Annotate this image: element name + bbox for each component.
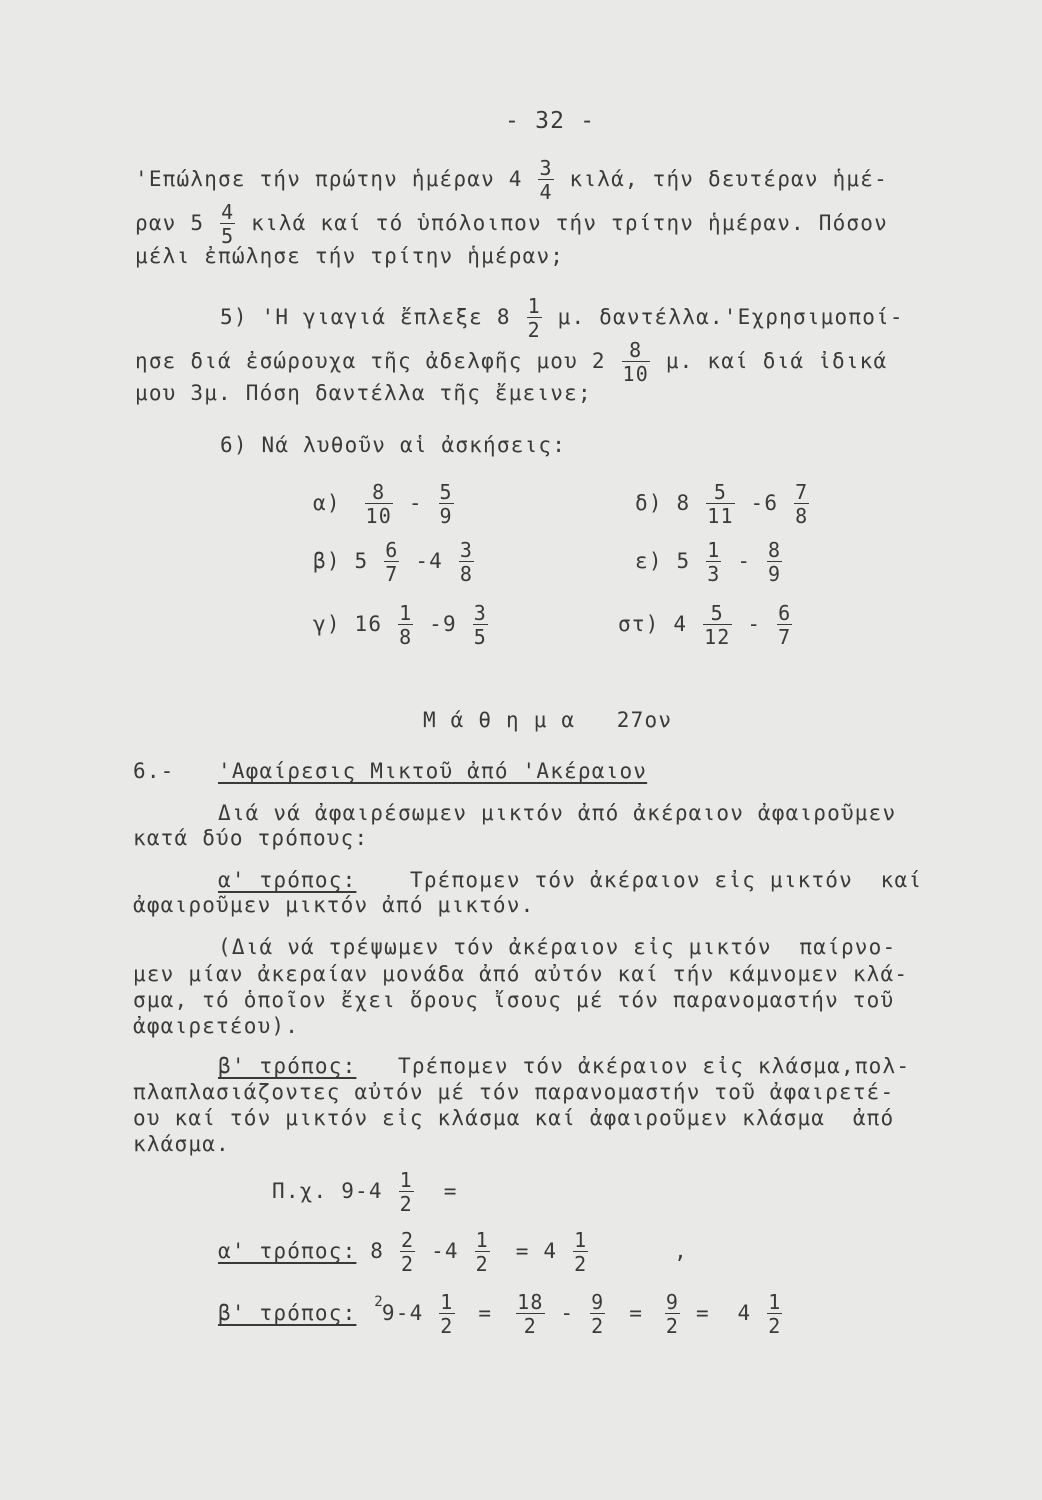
- denominator: 10: [622, 362, 649, 386]
- operator: -: [408, 491, 423, 515]
- denominator: 2: [523, 1314, 537, 1338]
- numerator: 8: [622, 340, 650, 362]
- fraction: [384, 540, 399, 584]
- equals: =: [629, 1301, 644, 1325]
- text: μ. καί διά ἰδικά: [665, 349, 888, 373]
- equals: = 4: [695, 1301, 752, 1325]
- example-way-b: [218, 1292, 784, 1336]
- denominator: 2: [768, 1314, 782, 1338]
- fraction: [527, 296, 542, 340]
- way-b-line-1: Τρέπομεν τόν ἀκέραιον εἰς κλάσμα,πολ-: [398, 1054, 911, 1078]
- operator: -: [560, 1301, 575, 1325]
- exercise-alpha: [313, 482, 456, 526]
- numerator: 1: [574, 1228, 588, 1252]
- denominator: 8: [795, 504, 809, 528]
- numerator: 18: [517, 1290, 544, 1314]
- comma: ,: [674, 1239, 688, 1263]
- numerator: 4: [221, 200, 235, 224]
- fraction: [767, 1292, 782, 1336]
- numerator: 1: [768, 1290, 782, 1314]
- problem5-line1: [220, 296, 904, 340]
- text: 5) 'Η γιαγιά ἔπλεξε 8: [220, 305, 511, 329]
- way-b-label: β' τρόπος:: [218, 1054, 357, 1078]
- denominator: 5: [221, 224, 235, 248]
- operator: -: [737, 549, 752, 573]
- numerator: 3: [459, 538, 474, 562]
- numerator: 6: [778, 601, 792, 625]
- fraction: [706, 482, 734, 526]
- denominator: 2: [527, 318, 541, 342]
- fraction: [767, 540, 782, 584]
- way-b-line-4: κλάσμα.: [133, 1132, 230, 1156]
- denominator: 2: [574, 1252, 588, 1276]
- denominator: 2: [400, 1252, 415, 1276]
- whole-number: 8: [370, 1239, 385, 1263]
- whole-number: 4: [673, 612, 688, 636]
- denominator: 2: [399, 1192, 413, 1216]
- section-number: 6.-: [133, 759, 175, 783]
- numerator: 5: [706, 482, 734, 504]
- fraction: [439, 1292, 454, 1336]
- problem4-line1: [135, 158, 888, 202]
- example-way-a: [218, 1230, 688, 1274]
- whole-number: 9-4: [381, 1301, 424, 1325]
- fraction: [398, 603, 413, 647]
- exercise-label: ε): [635, 549, 663, 573]
- numerator: 5: [439, 480, 453, 504]
- numerator: 5: [703, 603, 731, 625]
- exercise-label: γ): [313, 612, 341, 636]
- denominator: 8: [459, 562, 474, 586]
- text: κιλά, τήν δευτέραν ἡμέ-: [569, 167, 888, 191]
- numerator: 8: [768, 538, 782, 562]
- fraction: [665, 1292, 680, 1336]
- example-line: [272, 1170, 458, 1214]
- denominator: 8: [399, 625, 413, 649]
- exercise-epsilon: [635, 540, 784, 584]
- fraction: [459, 540, 474, 584]
- exercise-label: α): [313, 491, 341, 515]
- fraction: [475, 1230, 490, 1274]
- way-a-line-2: ἀφαιροῦμεν μικτόν ἀπό μικτόν.: [133, 893, 535, 917]
- denominator: 11: [707, 504, 734, 528]
- fraction: [473, 603, 488, 647]
- operator: -4: [415, 549, 443, 573]
- fraction: [399, 1170, 414, 1214]
- equals: =: [478, 1301, 493, 1325]
- operator: -: [747, 612, 762, 636]
- text: Π.χ. 9-4: [272, 1179, 383, 1203]
- denominator: 3: [707, 562, 721, 586]
- paren-line-2: μεν μίαν ἀκεραίαν μονάδα ἀπό αὐτόν καί τήν κάμνομεν κλά-: [133, 962, 909, 986]
- fraction: [777, 603, 792, 647]
- numerator: 1: [399, 601, 413, 625]
- equals: =: [443, 1179, 458, 1203]
- exercise-label: δ): [635, 491, 663, 515]
- exercise-stigma: [618, 603, 794, 647]
- numerator: 3: [539, 156, 553, 180]
- exercise-label: στ): [618, 612, 660, 636]
- numerator: 2: [400, 1228, 415, 1252]
- whole-number: 8: [676, 491, 691, 515]
- numerator: 6: [385, 538, 399, 562]
- problem4-line3: μέλι ἐπώλησε τήν τρίτην ἡμέραν;: [135, 244, 565, 268]
- text: ραν 5: [135, 211, 205, 235]
- numerator: 1: [475, 1228, 489, 1252]
- denominator: 4: [539, 180, 553, 204]
- denominator: 2: [475, 1252, 489, 1276]
- denominator: 10: [365, 504, 393, 528]
- problem5-line2: [135, 340, 887, 384]
- fraction: [365, 482, 393, 526]
- fraction: [622, 340, 650, 384]
- fraction: [220, 202, 235, 246]
- paren-line-1: (Διά νά τρέψωμεν τόν ἀκέραιον εἰς μικτόν παίρνο-: [218, 935, 897, 959]
- fraction: [794, 482, 809, 526]
- whole-number: 5: [676, 549, 691, 573]
- page-number: - 32 -: [505, 108, 596, 134]
- denominator: 2: [665, 1314, 680, 1338]
- numerator: 1: [527, 294, 541, 318]
- problem4-line2: [135, 202, 888, 246]
- exercise-beta: [313, 540, 476, 584]
- fraction: [573, 1230, 588, 1274]
- intro-line-1: Διά νά ἀφαιρέσωμεν μικτόν ἀπό ἀκέραιον ἀφαιροῦμεν: [218, 801, 897, 825]
- way-a-line-1: Τρέπομεν τόν ἀκέραιον εἰς μικτόν καί: [410, 868, 923, 892]
- section-title: 'Αφαίρεσις Μικτοῦ ἀπό 'Ακέραιον: [218, 759, 648, 783]
- denominator: 2: [591, 1314, 605, 1338]
- way-b-line-2: πλαπλασιάζοντες αὐτόν μέ τόν παρανομαστήν τοῦ ἀφαιρετέ-: [133, 1080, 895, 1104]
- fraction: [439, 482, 454, 526]
- denominator: 2: [440, 1314, 454, 1338]
- denominator: 12: [704, 625, 731, 649]
- paren-line-4: ἀφαιρετέου).: [133, 1014, 300, 1038]
- lesson-heading: Μ ά θ η μ α 27ον: [423, 708, 673, 732]
- exercise-label: β): [313, 549, 341, 573]
- problem5-line3: μου 3μ. Πόση δαντέλλα τῆς ἔμεινε;: [135, 381, 592, 405]
- numerator: 1: [707, 538, 721, 562]
- fraction: [400, 1230, 415, 1274]
- way-b-line-3: ου καί τόν μικτόν εἰς κλάσμα καί ἀφαιροῦμεν κλάσμα ἀπό: [133, 1106, 895, 1130]
- exercise-gamma: [313, 603, 490, 647]
- numerator: 9: [665, 1290, 680, 1314]
- superscript-mark: 2: [374, 1294, 384, 1310]
- operator: -9: [429, 612, 457, 636]
- whole-number: 5: [354, 549, 369, 573]
- text: 'Επώλησε τήν πρώτην ἡμέραν 4: [135, 167, 523, 191]
- fraction: [590, 1292, 605, 1336]
- whole-number: 16: [354, 612, 383, 636]
- numerator: 7: [795, 480, 809, 504]
- numerator: 8: [365, 482, 393, 504]
- denominator: 9: [439, 504, 453, 528]
- numerator: 1: [440, 1290, 454, 1314]
- fraction: [703, 603, 731, 647]
- text: κιλά καί τό ὑπόλοιπον τήν τρίτην ἡμέραν. Πόσον: [251, 211, 888, 235]
- numerator: 1: [399, 1168, 413, 1192]
- text: ησε διά ἐσώρουχα τῆς ἀδελφῆς μου 2: [135, 349, 606, 373]
- numerator: 9: [591, 1290, 605, 1314]
- fraction: [706, 540, 721, 584]
- denominator: 5: [473, 625, 487, 649]
- exercise-delta: [635, 482, 811, 526]
- operator: -4: [431, 1239, 459, 1263]
- denominator: 7: [385, 562, 399, 586]
- intro-line-2: κατά δύο τρόπους:: [133, 826, 369, 850]
- fraction: [538, 158, 553, 202]
- text: μ. δαντέλλα.'Εχρησιμοποί-: [557, 305, 904, 329]
- paren-line-3: σμα, τό ὁποῖον ἔχει ὅρους ἴσους μέ τόν παρανομαστήν τοῦ: [133, 988, 895, 1012]
- way-b-label: β' τρόπος:: [218, 1301, 357, 1325]
- numerator: 3: [473, 601, 487, 625]
- equals: = 4: [515, 1239, 558, 1263]
- way-a-label: α' τρόπος:: [218, 1239, 357, 1263]
- way-a-label: α' τρόπος:: [218, 868, 357, 892]
- problem6-title: 6) Νά λυθοῦν αἱ ἀσκήσεις:: [220, 433, 567, 457]
- fraction: [516, 1292, 544, 1336]
- denominator: 9: [768, 562, 782, 586]
- denominator: 7: [778, 625, 792, 649]
- operator: -6: [750, 491, 779, 515]
